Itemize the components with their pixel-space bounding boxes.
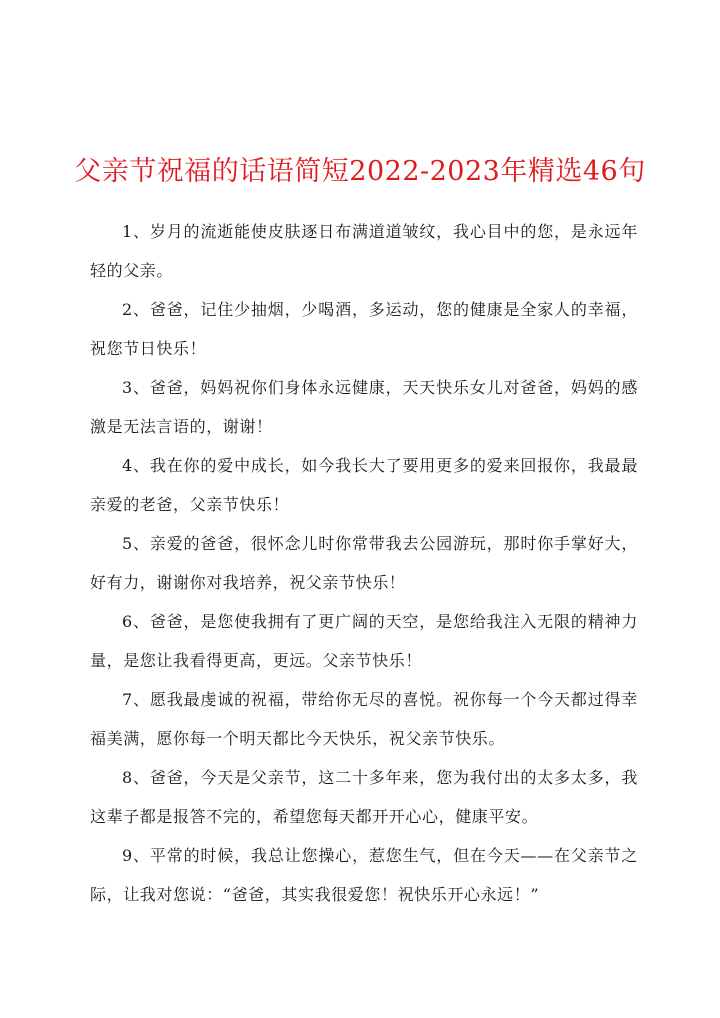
paragraph-8: 8、爸爸，今天是父亲节，这二十多年来，您为我付出的太多太多，我这辈子都是报答不完的，希望您每天都开开心心，健康平安。 — [90, 768, 638, 826]
paragraph-9: 9、平常的时候，我总让您操心，惹您生气，但在今天——在父亲节之际，让我对您说：“爸爸，其实我很爱您！祝快乐开心永远！” — [90, 846, 638, 904]
paragraph-3: 3、爸爸，妈妈祝你们身体永远健康，天天快乐女儿对爸爸，妈妈的感激是无法言语的，谢谢！ — [90, 378, 638, 436]
paragraph-5: 5、亲爱的爸爸，很怀念儿时你常带我去公园游玩，那时你手掌好大，好有力，谢谢你对我培养，祝父亲节快乐！ — [90, 534, 638, 592]
paragraph-7: 7、愿我最虔诚的祝福，带给你无尽的喜悦。祝你每一个今天都过得幸福美满，愿你每一个明天都比今天快乐，祝父亲节快乐。 — [90, 690, 638, 748]
paragraph-1: 1、岁月的流逝能使皮肤逐日布满道道皱纹，我心目中的您，是永远年轻的父亲。 — [90, 222, 638, 280]
document-body — [90, 212, 638, 914]
paragraph-6: 6、爸爸，是您使我拥有了更广阔的天空，是您给我注入无限的精神力量，是您让我看得更高，更远。父亲节快乐！ — [90, 612, 638, 670]
document-title: 父亲节祝福的话语简短2022-2023年精选46句 — [74, 156, 646, 187]
paragraph-4: 4、我在你的爱中成长，如今我长大了要用更多的爱来回报你，我最最亲爱的老爸，父亲节快乐！ — [90, 456, 638, 514]
paragraph-2: 2、爸爸，记住少抽烟，少喝酒，多运动，您的健康是全家人的幸福，祝您节日快乐！ — [90, 300, 638, 358]
